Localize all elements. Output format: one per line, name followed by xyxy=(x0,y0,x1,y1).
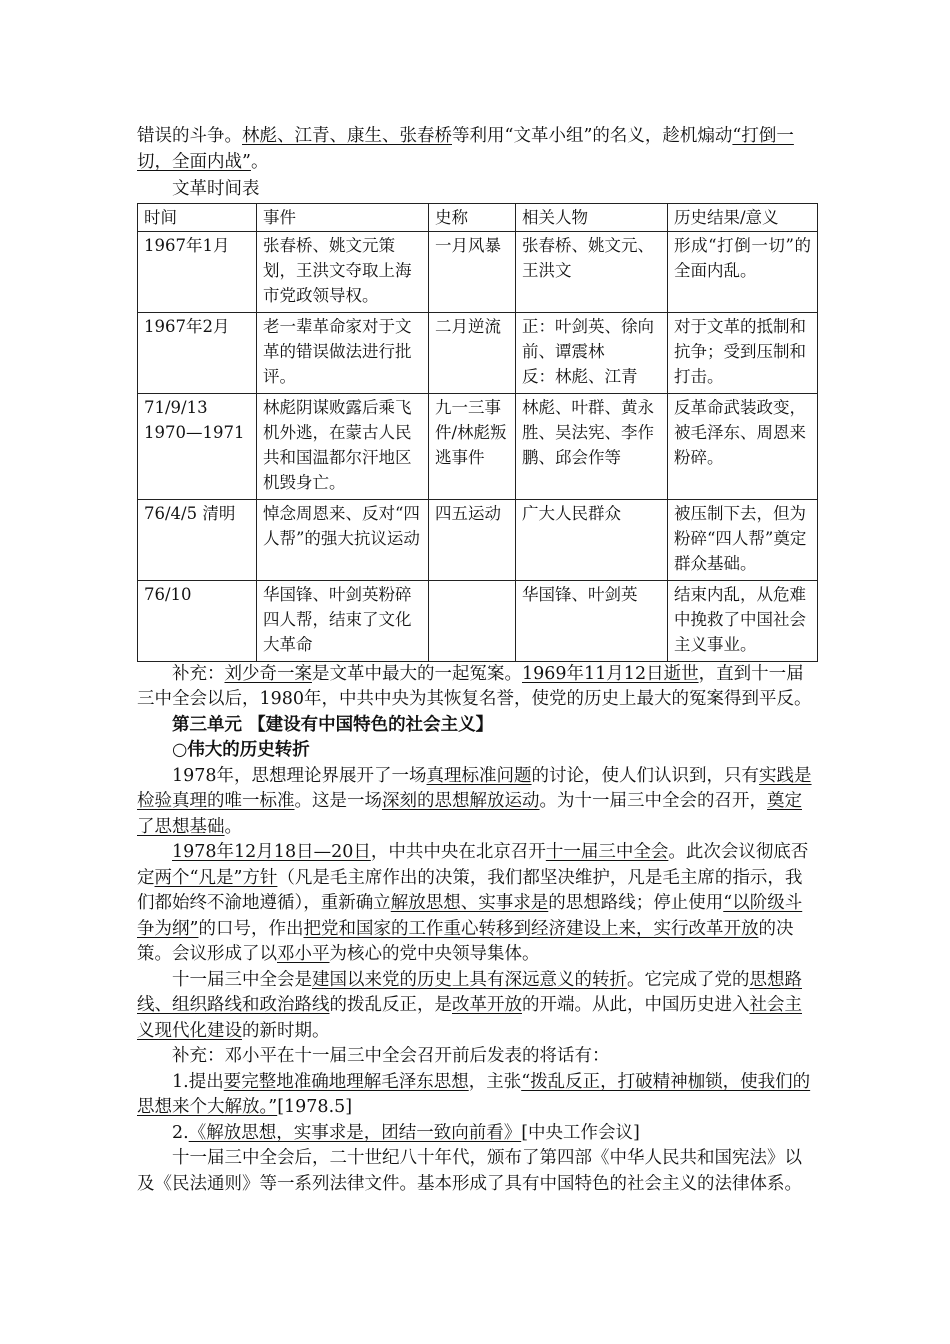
table-row xyxy=(138,231,818,312)
supplement-deng-speeches: 补充：邓小平在十一届三中全会召开前后发表的将话有： xyxy=(172,1046,610,1066)
text-run: [中央工作会议] xyxy=(521,1122,640,1143)
cell-time: 1967年1月 xyxy=(138,231,257,312)
cell-name: 四五运动 xyxy=(429,499,516,580)
cell-name: 一月风暴 xyxy=(429,231,516,312)
underlined-text: 社会主义现代化建设 xyxy=(137,995,802,1041)
cell-event: 老一辈革命家对于文革的错误做法进行批评。 xyxy=(257,312,429,393)
text-run: 。为十一届三中全会的召开， xyxy=(539,791,767,811)
cell-result: 反革命武装政变，被毛泽东、周恩来粉碎。 xyxy=(668,393,818,499)
underlined-slogan: “打倒一切，全面内战” xyxy=(137,126,794,172)
list-item xyxy=(137,1121,817,1147)
text-run: 。它完成了党的 xyxy=(627,969,750,990)
underlined-text: 两个“凡是”方针 xyxy=(154,867,278,888)
cell-name xyxy=(429,580,516,661)
cell-people: 张春桥、姚文元、王洪文 xyxy=(516,231,668,312)
text-run: 的讨论，使人们认识到，只有 xyxy=(531,765,760,786)
cell-time: 1967年2月 xyxy=(138,312,257,393)
cell-people: 广大人民群众 xyxy=(516,499,668,580)
paragraph-truth-criterion xyxy=(137,764,817,841)
cell-name: 九一三事件/林彪叛逃事件 xyxy=(429,393,516,499)
text-run: ，直到十一届三中全会以后，1980年，中共中央为其恢复名誉，使党的历史上最大的冤案得到平反。 xyxy=(137,663,812,709)
text-run: 2. xyxy=(172,1122,189,1143)
text-run: 的口号，作出 xyxy=(198,918,304,939)
text-run: 十一届三中全会是 xyxy=(172,969,312,990)
cell-event: 悼念周恩来、反对“四人帮”的强大抗议运动 xyxy=(257,499,429,580)
text-run: 的开端。从此，中国历史进入 xyxy=(522,995,750,1015)
text-run: 1.提出 xyxy=(172,1071,224,1092)
cell-people: 华国锋、叶剑英 xyxy=(516,580,668,661)
text-run: ，主张 xyxy=(468,1071,522,1092)
cell-result: 对于文革的抵制和抗争；受到压制和打击。 xyxy=(668,312,818,393)
underlined-title: 《解放思想，实事求是，团结一致向前看》 xyxy=(188,1122,522,1143)
underlined-text: 要完整地准确地理解毛泽东思想 xyxy=(223,1071,469,1092)
section-title: ○伟大的历史转折 xyxy=(172,740,310,760)
text-run: ，中共中央在北京召开 xyxy=(370,842,546,862)
text-run: 的思想路线；停止使用 xyxy=(548,893,724,913)
intro-paragraph xyxy=(137,124,817,175)
text-run: 为核心的党中央领导集体。 xyxy=(329,944,540,964)
table-row xyxy=(138,499,818,580)
header-historical-name: 史称 xyxy=(429,203,516,231)
paragraph-third-plenum xyxy=(137,840,817,968)
cell-result: 被压制下去，但为粉碎“四人帮”奠定群众基础。 xyxy=(668,499,818,580)
underlined-text: 邓小平 xyxy=(277,944,330,964)
cell-event: 华国锋、叶剑英粉碎四人帮，结束了文化大革命 xyxy=(257,580,429,661)
underlined-quote: “拨乱反正，打破精神枷锁，使我们的思想来个大解放。” xyxy=(137,1071,811,1117)
text-run: 。这是一场 xyxy=(294,791,382,811)
header-people: 相关人物 xyxy=(516,203,668,231)
unit-title: 第三单元 【建设有中国特色的社会主义】 xyxy=(172,714,494,735)
table-row xyxy=(138,393,818,499)
text-run: 补充： xyxy=(172,663,225,684)
table-caption: 文革时间表 xyxy=(172,179,260,199)
text-run: 的拨乱反正，是 xyxy=(329,995,452,1015)
cell-time: 71/9/13 1970—1971 xyxy=(138,393,257,499)
text-run: 1978年，思想理论界展开了一场 xyxy=(172,765,427,786)
text-run: 的决策。会议形成了以 xyxy=(137,918,794,964)
text-run: 。此次会议彻底否定 xyxy=(137,842,809,888)
underlined-text: 深刻的思想解放运动 xyxy=(382,791,540,811)
underlined-text: 1978年12月18日—20日 xyxy=(172,842,371,862)
header-time: 时间 xyxy=(138,203,257,231)
underlined-date: 1969年11月12日逝世 xyxy=(522,663,699,684)
cell-event: 林彪阴谋败露后乘飞机外逃，在蒙古人民共和国温都尔汗地区机毁身亡。 xyxy=(257,393,429,499)
cell-people: 林彪、叶群、黄永胜、吴法宪、李作鹏、邱会作等 xyxy=(516,393,668,499)
underlined-text: 真理标准问题 xyxy=(426,765,532,786)
underlined-text: 十一届三中全会 xyxy=(545,842,669,862)
text-run: 。 xyxy=(224,816,242,837)
cell-people: 正：叶剑英、徐向前、谭震林 反：林彪、江青 xyxy=(516,312,668,393)
header-event: 事件 xyxy=(257,203,429,231)
underlined-text: 建国以来党的历史上具有深远意义的转折 xyxy=(312,969,627,990)
underlined-text: 改革开放 xyxy=(452,995,522,1015)
paragraph-legal-system: 十一届三中全会后，二十世纪八十年代，颁布了第四部《中华人民共和国宪法》以及《民法通则》等一系列法律文件。基本形成了具有中国特色的社会主义的法律体系。 xyxy=(137,1148,802,1194)
underlined-text: 奠定了思想基础 xyxy=(137,791,802,837)
text-run: [1978.5] xyxy=(277,1097,353,1117)
underlined-text: 把党和国家的工作重心转移到经济建设上来，实行改革开放 xyxy=(303,918,759,939)
cultural-revolution-timeline-table xyxy=(137,203,818,662)
underlined-names: 林彪、江青、康生、张春桥 xyxy=(242,126,452,146)
text-run: 是文革中最大的一起冤案。 xyxy=(312,663,522,684)
cell-result: 结束内乱，从危难中挽救了中国社会主义事业。 xyxy=(668,580,818,661)
cell-name: 二月逆流 xyxy=(429,312,516,393)
underlined-text: 思想路线、组织路线和政治路线 xyxy=(137,969,802,1015)
cell-time: 76/4/5 清明 xyxy=(138,499,257,580)
supplement-paragraph xyxy=(137,662,817,713)
text-run: （凡是毛主席作出的决策，我们都坚决维护，凡是毛主席的指示，我们都始终不渝地遵循），重新确立 xyxy=(137,867,803,913)
underlined-text: 解放思想、实事求是 xyxy=(390,893,549,913)
table-row xyxy=(138,312,818,393)
cell-time: 76/10 xyxy=(138,580,257,661)
text-run: 等利用“文革小组”的名义，趁机煽动 xyxy=(452,126,733,146)
list-item xyxy=(137,1070,817,1121)
table-header-row xyxy=(138,203,818,231)
underlined-text: “以阶级斗争为纲” xyxy=(137,893,803,939)
document-page xyxy=(137,124,817,1197)
paragraph-significance xyxy=(137,968,817,1045)
table-row xyxy=(138,580,818,661)
text-run: 的新时期。 xyxy=(242,1020,330,1041)
text-run: 。 xyxy=(250,151,269,172)
cell-result: 形成“打倒一切”的全面内乱。 xyxy=(668,231,818,312)
cell-event: 张春桥、姚文元策划，王洪文夺取上海市党政领导权。 xyxy=(257,231,429,312)
text-run: 错误的斗争。 xyxy=(137,126,242,146)
underlined-case: 刘少奇一案 xyxy=(224,663,312,684)
underlined-text: 实践是检验真理的唯一标准 xyxy=(137,765,812,811)
header-result: 历史结果/意义 xyxy=(668,203,818,231)
